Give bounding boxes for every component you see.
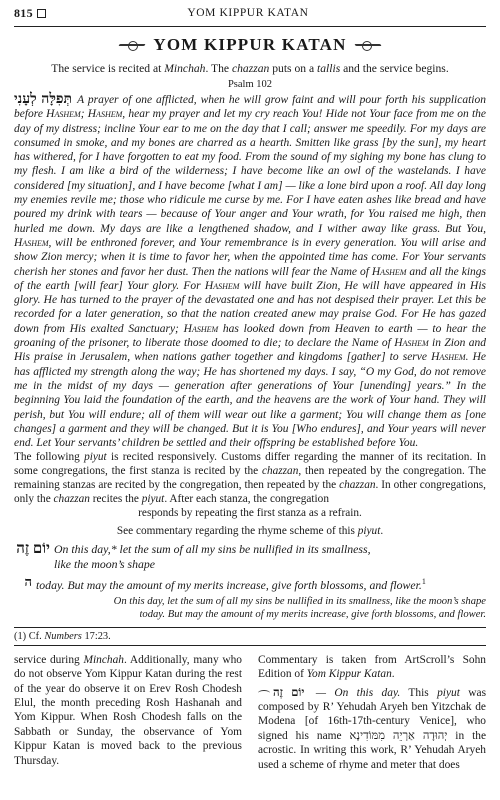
psalm-label: Psalm 102: [227, 79, 273, 90]
running-title: YOM KIPPUR KATAN: [187, 7, 309, 19]
title-row: [14, 33, 486, 57]
commentary-columns: [14, 653, 486, 772]
piyut-stanza-line-1: יוֹם זֶה On this day,* let the sum of all my sins be nullified in its smallness,: [14, 542, 486, 557]
running-header: [14, 0, 486, 27]
piyut-stanza-line-2: like the moon’s shape: [54, 556, 156, 571]
footnote-marker: 1: [421, 577, 426, 587]
right-column: [258, 653, 486, 772]
psalm-hebrew-lead: תְּפִלָּה לְעָנִי: [14, 92, 73, 107]
commentary-ornament-icon: [258, 690, 270, 696]
right-flourish-icon: [355, 40, 381, 50]
piyut-hebrew-letter: ה: [24, 574, 32, 590]
page-title: YOM KIPPUR KATAN: [153, 35, 347, 54]
left-flourish-icon: [119, 40, 145, 50]
piyut-hebrew-lead: יוֹם זֶה: [16, 541, 50, 558]
intro-instruction: The service is recited at Minchah. The chazzan puts on a tallis and the service begins.: [51, 62, 449, 75]
piyut-instructions: The following piyut is recited responsively. Customs differ regarding the manner of its recitation. In some congregations, the first stanza is recited by the chazzan, then repeated by the congregation. The remaining stanzas are recited by the congregation, then repeated by the chazzan. In other congregations, only the chazzan recites the piyut. After each stanza, the congregation: [14, 451, 486, 505]
congregation-response: On this day, let the sum of all my sins be nullified in its smallness, like the moon’s shape today. But may the amount of my merits increase, give forth blossoms, and flower.: [113, 595, 486, 621]
commentary-credit: Commentary is taken from ArtScroll’s Sohn Edition of Yom Kippur Katan.: [258, 653, 486, 681]
square-ornament-icon: [37, 9, 46, 18]
commentary-note: See commentary regarding the rhyme scheme of this piyut.: [116, 525, 384, 538]
piyut-stanza-line-3: ה today. But may the amount of my merits increase, give forth blossoms, and flower.$^1$: [14, 575, 486, 592]
psalm-text: תְּפִלָּה לְעָנִי A prayer of one afflicted, when he will grow faint and will pour forth his supplication before Hashem; Hashem, hear my prayer and let my cry reach You! Hide not Your face from me on the day of my distress; incline Your ear to me on the day that I call; answer me speedily. For my days are consumed in smoke, and my bones are charred as a hearth. Smitten like grass [by the sun], my heart has withered, for I have forgotten to eat my food. From the sound of my sighing my bone has clung to my flesh. I am like a bird of the wilderness; I have become like an owl of the wastelands. I have considered [my situation], and I have become [what I am] — like a lone bird upon a roof. All day long my enemies revile me; those who ridicule me curse by me. For I have eaten ashes like bread and have poured my drink with tears — because of Your anger and Your wrath, for You raised me high, then hurled me down. My days are like a lengthened shadow, and I wither away like grass. But You, Hashem, will be enthroned forever, and Your remembrance is in every generation. You will arise and show Zion mercy; when it is time to favor her, when the appointed time has come. For Your servants cherish her stones and favor her dust. Then the nations will fear the Name of Hashem and all the kings of the earth [will fear] Your glory. For Hashem will have built Zion, He will have appeared in His glory. He has turned to the prayer of the devastated one and has not despised their prayer. Let this be recorded for a later generation, so that the nation created anew may praise God. For He has gazed down from His exalted Sanctuary; Hashem has looked down from Heaven to earth — to hear the groaning of the prisoner, to liberate those doomed to die; to declare the Name of Hashem in Zion and His praise in Jerusalem, when nations gather together and kingdoms [gather] to serve Hashem. He has afflicted my strength along the way; He has shortened my days. I say, “O my God, do not remove me in the midst of my days — generation after generations of Your [unending] years.” In the beginning You laid the foundation of the earth, and the heavens are the work of Your hand. They will perish, but You will endure; all of them will wear out like a garment; You will change them as [one changes] a garment and they will be changed. But it is You [Who endures], and Your years will never end. Let Your servants’ children be settled and their offspring be established before You.: [14, 92, 486, 450]
left-column: service during Minchah. Additionally, many who do not observe Yom Kippur Katan during the rest of the year do observe it on Erev Rosh Chodesh Elul, the month preceding Rosh Hashanah and Yom Kippur. When Rosh Chodesh falls on the Sabbath or Sunday, the observance of Yom Kippur Katan is moved back to the previous Thursday.: [14, 653, 243, 767]
footnote: (1) Cf. Numbers 17:23.: [14, 630, 486, 646]
page-number: 815: [14, 5, 33, 20]
piyut-instructions-last-line: responds by repeating the first stanza as a refrain.: [138, 506, 362, 519]
footnote-divider: [14, 627, 486, 628]
commentary-entry: יוֹם זֶה — On this day. This piyut was composed by R’ Yehudah Aryeh ben Yitzchak de Modena [of 16th-17th-century Venice], who signed his name יְהוּדָה אַרְיֵה מִמּוֹדִינָא in the acrostic. In writing this work, R’ Yehudah Aryeh used a scheme of rhyme and meter that does: [258, 686, 486, 771]
